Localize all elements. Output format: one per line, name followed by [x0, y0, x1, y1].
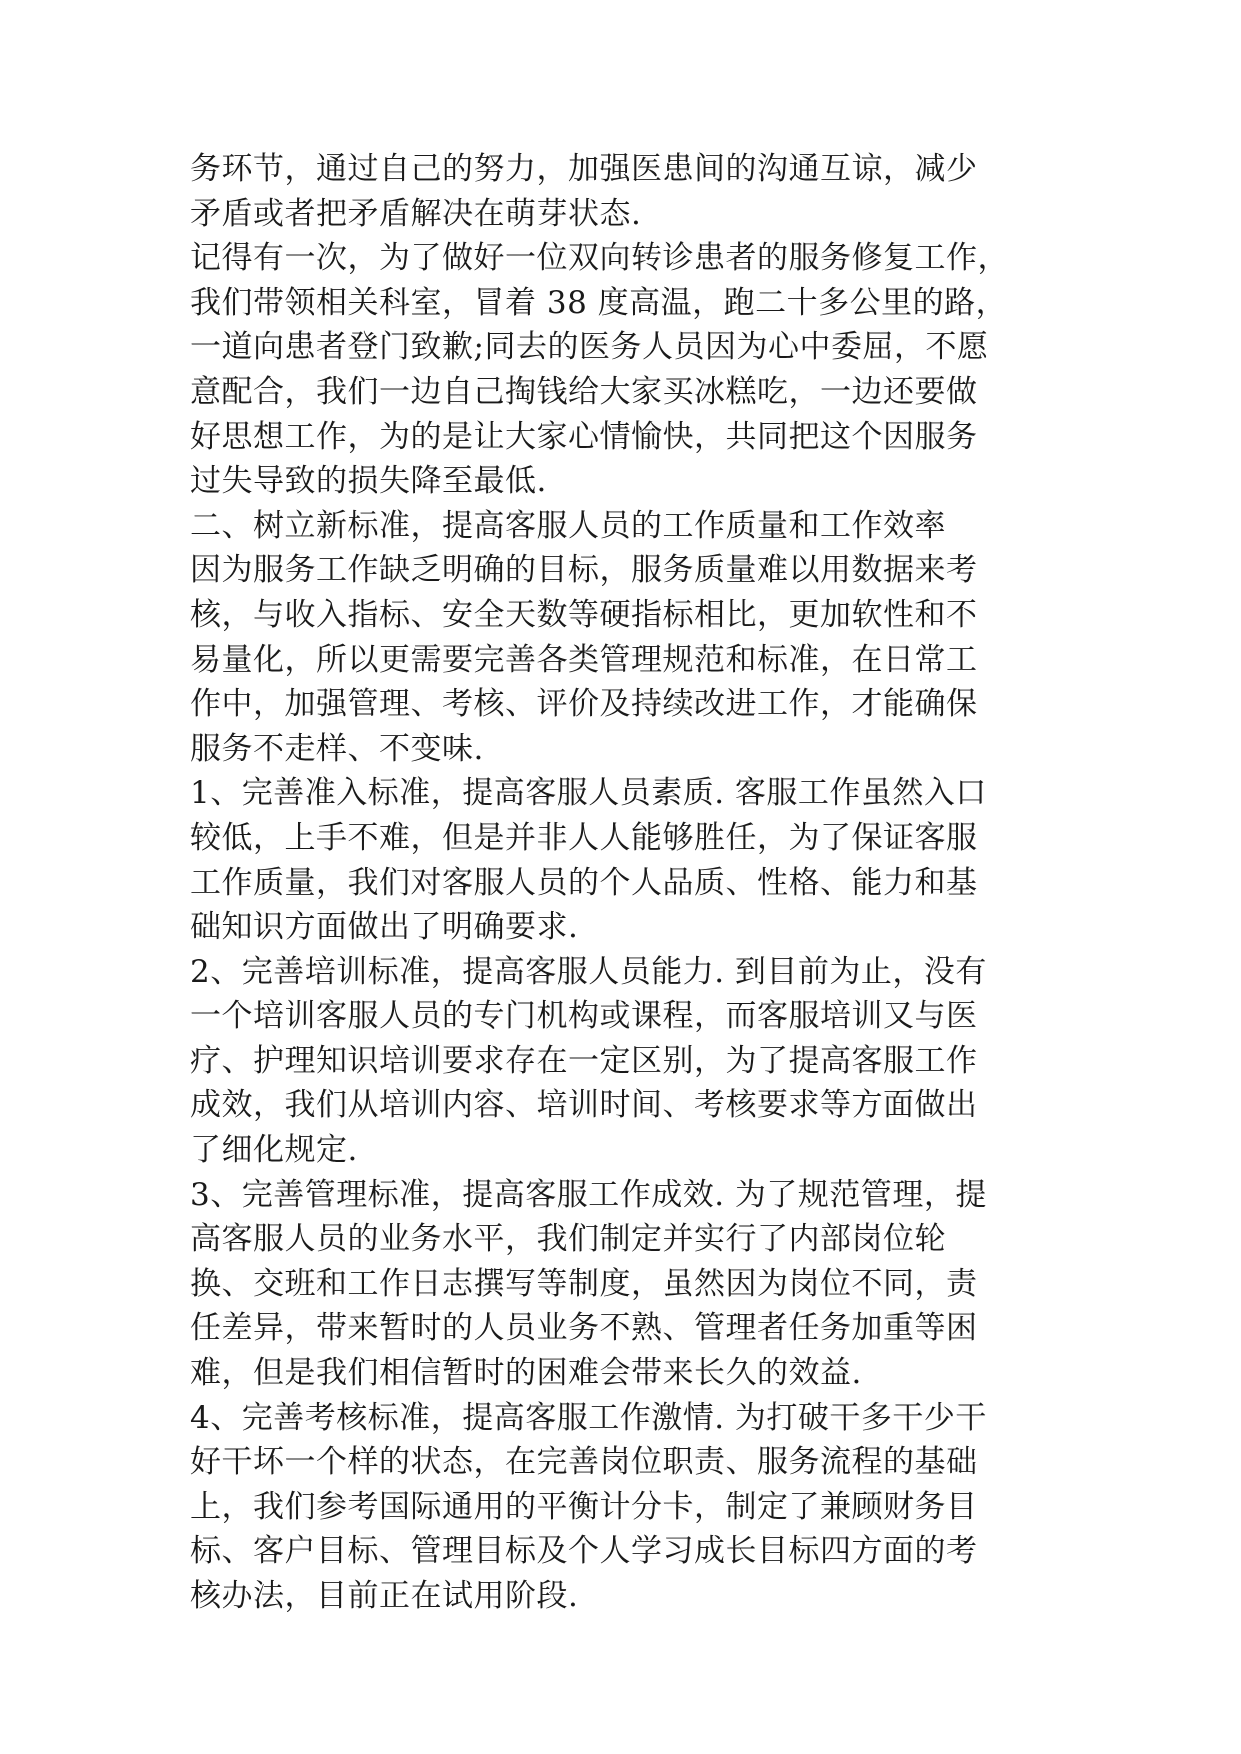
- text-line: 换、交班和工作日志撰写等制度，虽然因为岗位不同，责: [190, 1265, 978, 1302]
- text-line: 记得有一次，为了做好一位双向转诊患者的服务修复工作，: [190, 240, 1009, 277]
- text-line: 高客服人员的业务水平，我们制定并实行了内部岗位轮: [190, 1221, 946, 1258]
- text-line: 任差异，带来暂时的人员业务不熟、管理者任务加重等困: [190, 1310, 978, 1347]
- text-line: 过失导致的损失降至最低.: [190, 463, 547, 500]
- text-line: 标、客户目标、管理目标及个人学习成长目标四方面的考: [190, 1533, 978, 1570]
- list-item-1: 1、完善准入标准，提高客服人员素质. 客服工作虽然入口: [190, 775, 987, 812]
- text-line: 好思想工作，为的是让大家心情愉快，共同把这个因服务: [190, 418, 978, 455]
- text-line: 疗、护理知识培训要求存在一定区别，为了提高客服工作: [190, 1042, 978, 1079]
- text-line: 难，但是我们相信暂时的困难会带来长久的效益.: [190, 1355, 862, 1392]
- text-line: 一道向患者登门致歉;同去的医务人员因为心中委屈，不愿: [190, 329, 989, 366]
- document-body: [190, 147, 1070, 1619]
- text-line: 础知识方面做出了明确要求.: [190, 909, 579, 946]
- text-line: 核办法，目前正在试用阶段.: [190, 1578, 579, 1614]
- section-heading: 二、树立新标准，提高客服人员的工作质量和工作效率: [190, 507, 946, 544]
- text-line: 较低，上手不难，但是并非人人能够胜任，为了保证客服: [190, 819, 978, 856]
- text-line: 意配合，我们一边自己掏钱给大家买冰糕吃，一边还要做: [190, 373, 978, 410]
- text-line: 了细化规定.: [190, 1132, 358, 1169]
- text-line: 服务不走样、不变味.: [190, 730, 484, 767]
- text-line: 工作质量，我们对客服人员的个人品质、性格、能力和基: [190, 864, 978, 901]
- text-line: 我们带领相关科室，冒着 38 度高温，跑二十多公里的路，: [190, 284, 1008, 321]
- text-line: 易量化，所以更需要完善各类管理规范和标准，在日常工: [190, 641, 978, 678]
- text-line: 因为服务工作缺乏明确的目标，服务质量难以用数据来考: [190, 552, 978, 589]
- text-line: 矛盾或者把矛盾解决在萌芽状态.: [190, 195, 642, 232]
- text-line: 一个培训客服人员的专门机构或课程，而客服培训又与医: [190, 998, 978, 1035]
- text-line: 好干坏一个样的状态，在完善岗位职责、服务流程的基础: [190, 1444, 978, 1481]
- text-line: 核，与收入指标、安全天数等硬指标相比，更加软性和不: [190, 596, 978, 633]
- text-line: 务环节，通过自己的努力，加强医患间的沟通互谅，减少: [190, 151, 978, 187]
- list-item-4: 4、完善考核标准，提高客服工作激情. 为打破干多干少干: [190, 1399, 987, 1436]
- text-line: 作中，加强管理、考核、评价及持续改进工作，才能确保: [190, 686, 978, 723]
- text-line: 上，我们参考国际通用的平衡计分卡，制定了兼顾财务目: [190, 1488, 978, 1525]
- text-line: 成效，我们从培训内容、培训时间、考核要求等方面做出: [190, 1087, 978, 1124]
- list-item-2: 2、完善培训标准，提高客服人员能力. 到目前为止，没有: [190, 953, 987, 990]
- list-item-3: 3、完善管理标准，提高客服工作成效. 为了规范管理，提: [190, 1176, 987, 1213]
